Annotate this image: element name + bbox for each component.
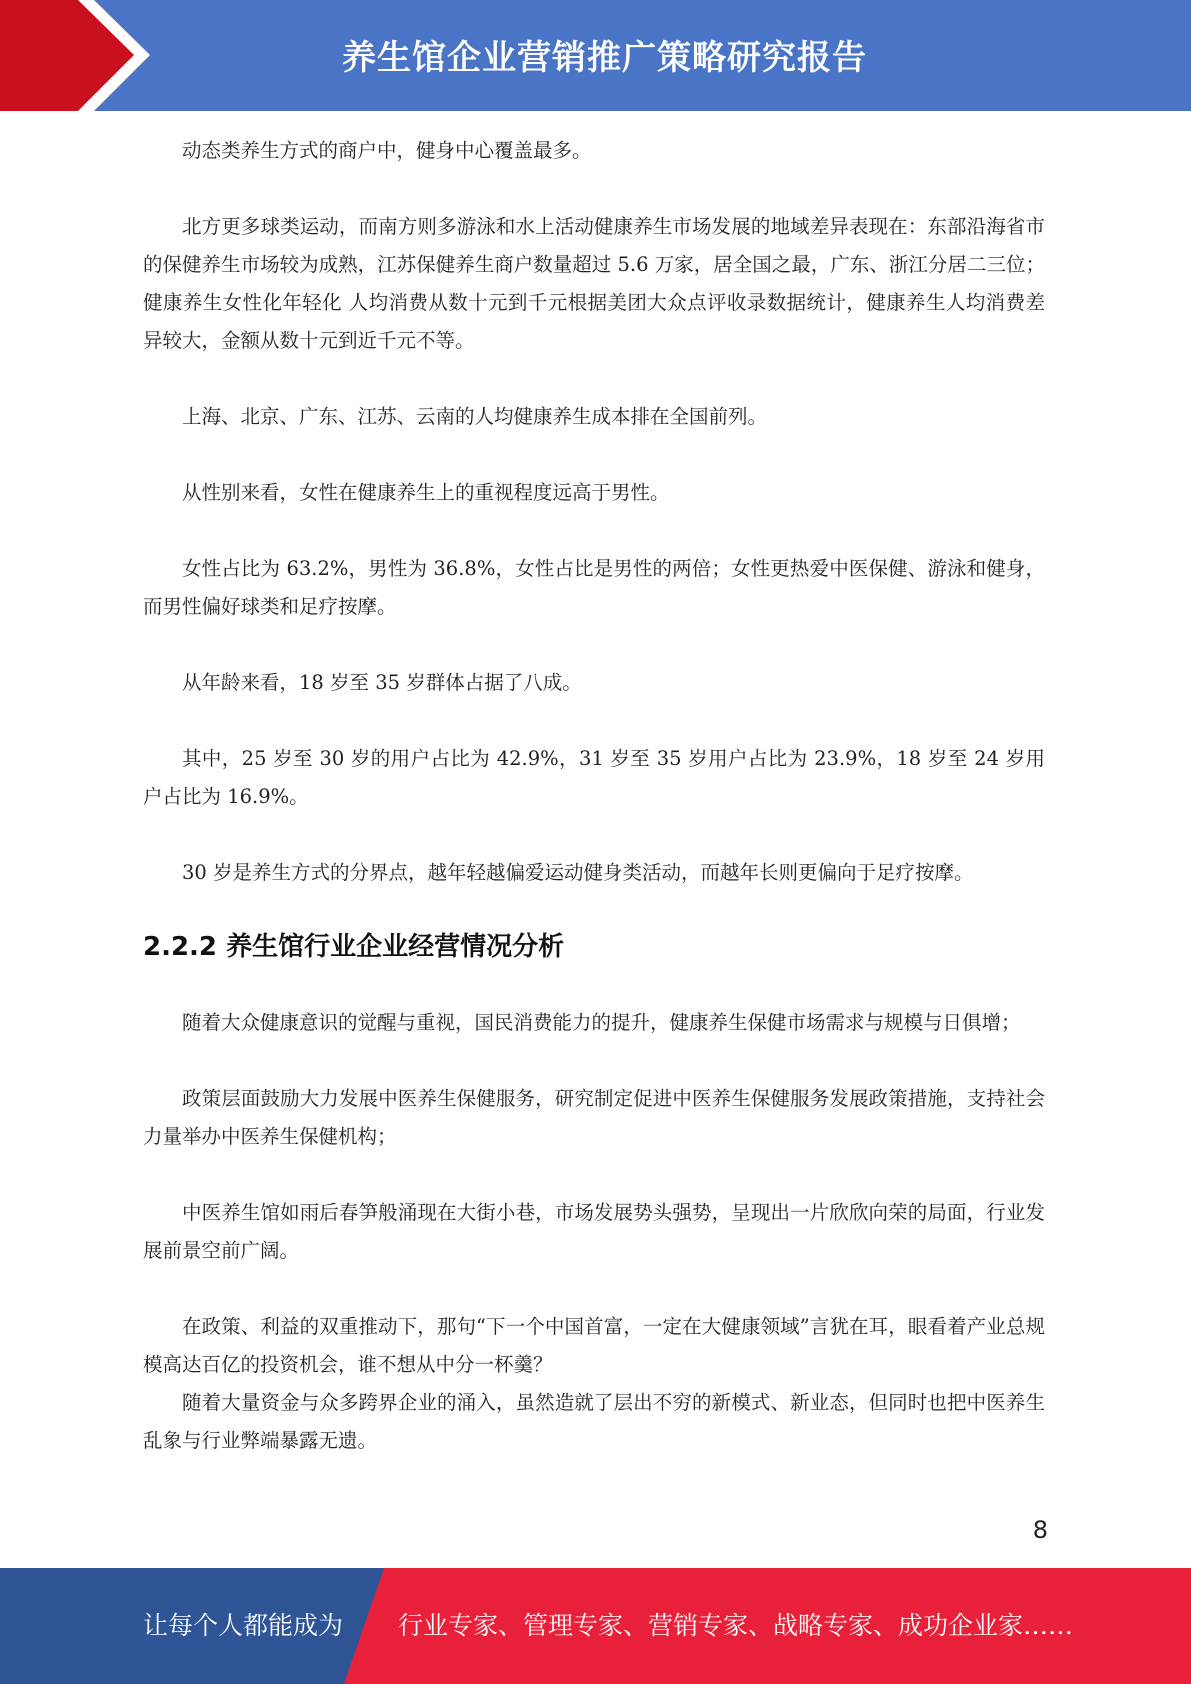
paragraph: 30 岁是养生方式的分界点，越年轻越偏爱运动健身类活动，而越年长则更偏向于足疗按摩。: [182, 861, 974, 884]
page-content: [143, 132, 1045, 1460]
paragraph: 动态类养生方式的商户中，健身中心覆盖最多。: [182, 139, 592, 162]
paragraph: 随着大众健康意识的觉醒与重视，国民消费能力的提升，健康养生保健市场需求与规模与日俱增；: [182, 1011, 1021, 1034]
paragraph: 上海、北京、广东、江苏、云南的人均健康养生成本排在全国前列。: [182, 405, 768, 428]
report-title: 养生馆企业营销推广策略研究报告: [342, 38, 867, 78]
paragraph: 在政策、利益的双重推动下，那句“下一个中国首富，一定在大健康领域”言犹在耳，眼看着产业总规模高达百亿的投资机会，谁不想从中分一杯羹？: [143, 1315, 1045, 1376]
paragraph: 其中，25 岁至 30 岁的用户占比为 42.9%，31 岁至 35 岁用户占比为 23.9%，18 岁至 24 岁用户占比为 16.9%。: [143, 747, 1045, 808]
paragraph: 从年龄来看，18 岁至 35 岁群体占据了八成。: [182, 671, 582, 694]
footer-slogan-left: 让每个人都能成为: [143, 1611, 344, 1640]
section-heading: 2.2.2 养生馆行业企业经营情况分析: [143, 932, 565, 962]
page-number: 8: [1032, 1516, 1048, 1544]
page-header: [0, 0, 1191, 111]
page-footer: [0, 1568, 1191, 1684]
paragraph: 北方更多球类运动，而南方则多游泳和水上活动健康养生市场发展的地域差异表现在：东部沿海省市的保健养生市场较为成熟，江苏保健养生商户数量超过 5.6 万家，居全国之最，广东、浙江分居二三位；健康养生女性化年轻化 人均消费从数十元到千元根据美团大众点评收录数据统计，健康养生人均消费差异较大，金额从数十元到近千元不等。: [143, 215, 1045, 352]
paragraph: 政策层面鼓励大力发展中医养生保健服务，研究制定促进中医养生保健服务发展政策措施，支持社会力量举办中医养生保健机构；: [143, 1087, 1045, 1148]
paragraph: 随着大量资金与众多跨界企业的涌入，虽然造就了层出不穷的新模式、新业态，但同时也把中医养生乱象与行业弊端暴露无遗。: [143, 1391, 1045, 1452]
footer-slogan-right: 行业专家、管理专家、营销专家、战略专家、成功企业家……: [398, 1611, 1074, 1640]
paragraph: 从性别来看，女性在健康养生上的重视程度远高于男性。: [182, 481, 670, 504]
paragraph: 中医养生馆如雨后春笋般涌现在大街小巷，市场发展势头强势，呈现出一片欣欣向荣的局面，行业发展前景空前广阔。: [143, 1201, 1045, 1262]
paragraph: 女性占比为 63.2%，男性为 36.8%，女性占比是男性的两倍；女性更热爱中医保健、游泳和健身，而男性偏好球类和足疗按摩。: [143, 557, 1045, 618]
